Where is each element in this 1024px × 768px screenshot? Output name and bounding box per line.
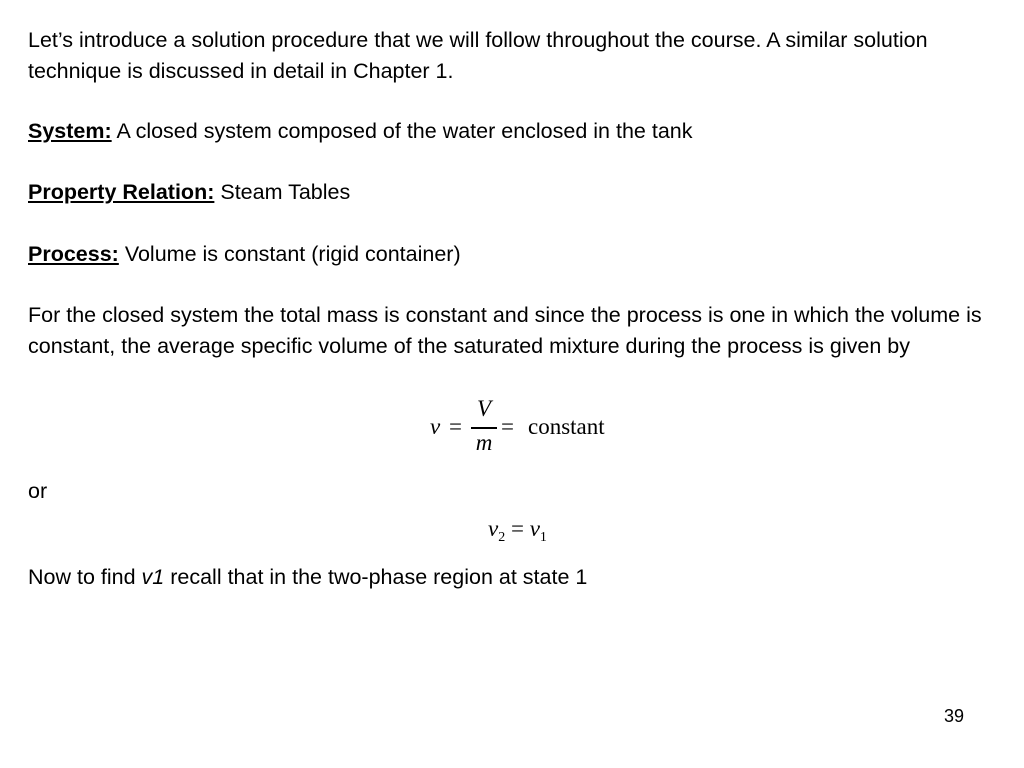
lhs-variable: v — [488, 516, 499, 541]
closed-system-paragraph: For the closed system the total mass is constant and since the process is one in which the volume is constant, the average specific volume of the saturated mixture during the process is given by — [28, 303, 982, 358]
equals-sign: = — [505, 516, 530, 541]
process-line — [28, 239, 988, 270]
process-text: Volume is constant (rigid container) — [118, 242, 461, 266]
equation-lhs: v — [430, 414, 441, 439]
equals-sign: = — [501, 414, 514, 439]
specific-volume-equation — [430, 396, 630, 458]
final-paragraph — [28, 562, 988, 593]
final-suffix: recall that in the two-phase region at state 1 — [164, 565, 588, 589]
rhs-subscript: 1 — [539, 530, 547, 545]
system-line — [28, 116, 988, 147]
page-number: 39 — [943, 706, 964, 726]
state-equality-equation — [488, 516, 547, 546]
fraction-numerator: V — [476, 396, 492, 421]
fraction-bar — [471, 427, 497, 429]
intro-paragraph: Let’s introduce a solution procedure that we will follow throughout the course. A similar solution technique is discussed in detail in Chapter 1. — [28, 28, 928, 83]
property-relation-line — [28, 177, 988, 208]
rhs-variable: v — [529, 516, 540, 541]
fraction-denominator: m — [475, 430, 493, 455]
final-variable: v1 — [141, 565, 165, 589]
final-prefix: Now to find — [28, 565, 142, 589]
property-relation-text: Steam Tables — [214, 180, 351, 204]
process-label: Process: — [28, 242, 119, 266]
system-text: A closed system composed of the water enclosed in the tank — [111, 119, 693, 143]
property-relation-label: Property Relation: — [28, 180, 215, 204]
system-label: System: — [28, 119, 112, 143]
or-text: or — [28, 479, 48, 503]
equation-rhs: constant — [528, 414, 605, 439]
equals-sign: = — [449, 414, 462, 439]
lhs-subscript: 2 — [498, 530, 506, 545]
